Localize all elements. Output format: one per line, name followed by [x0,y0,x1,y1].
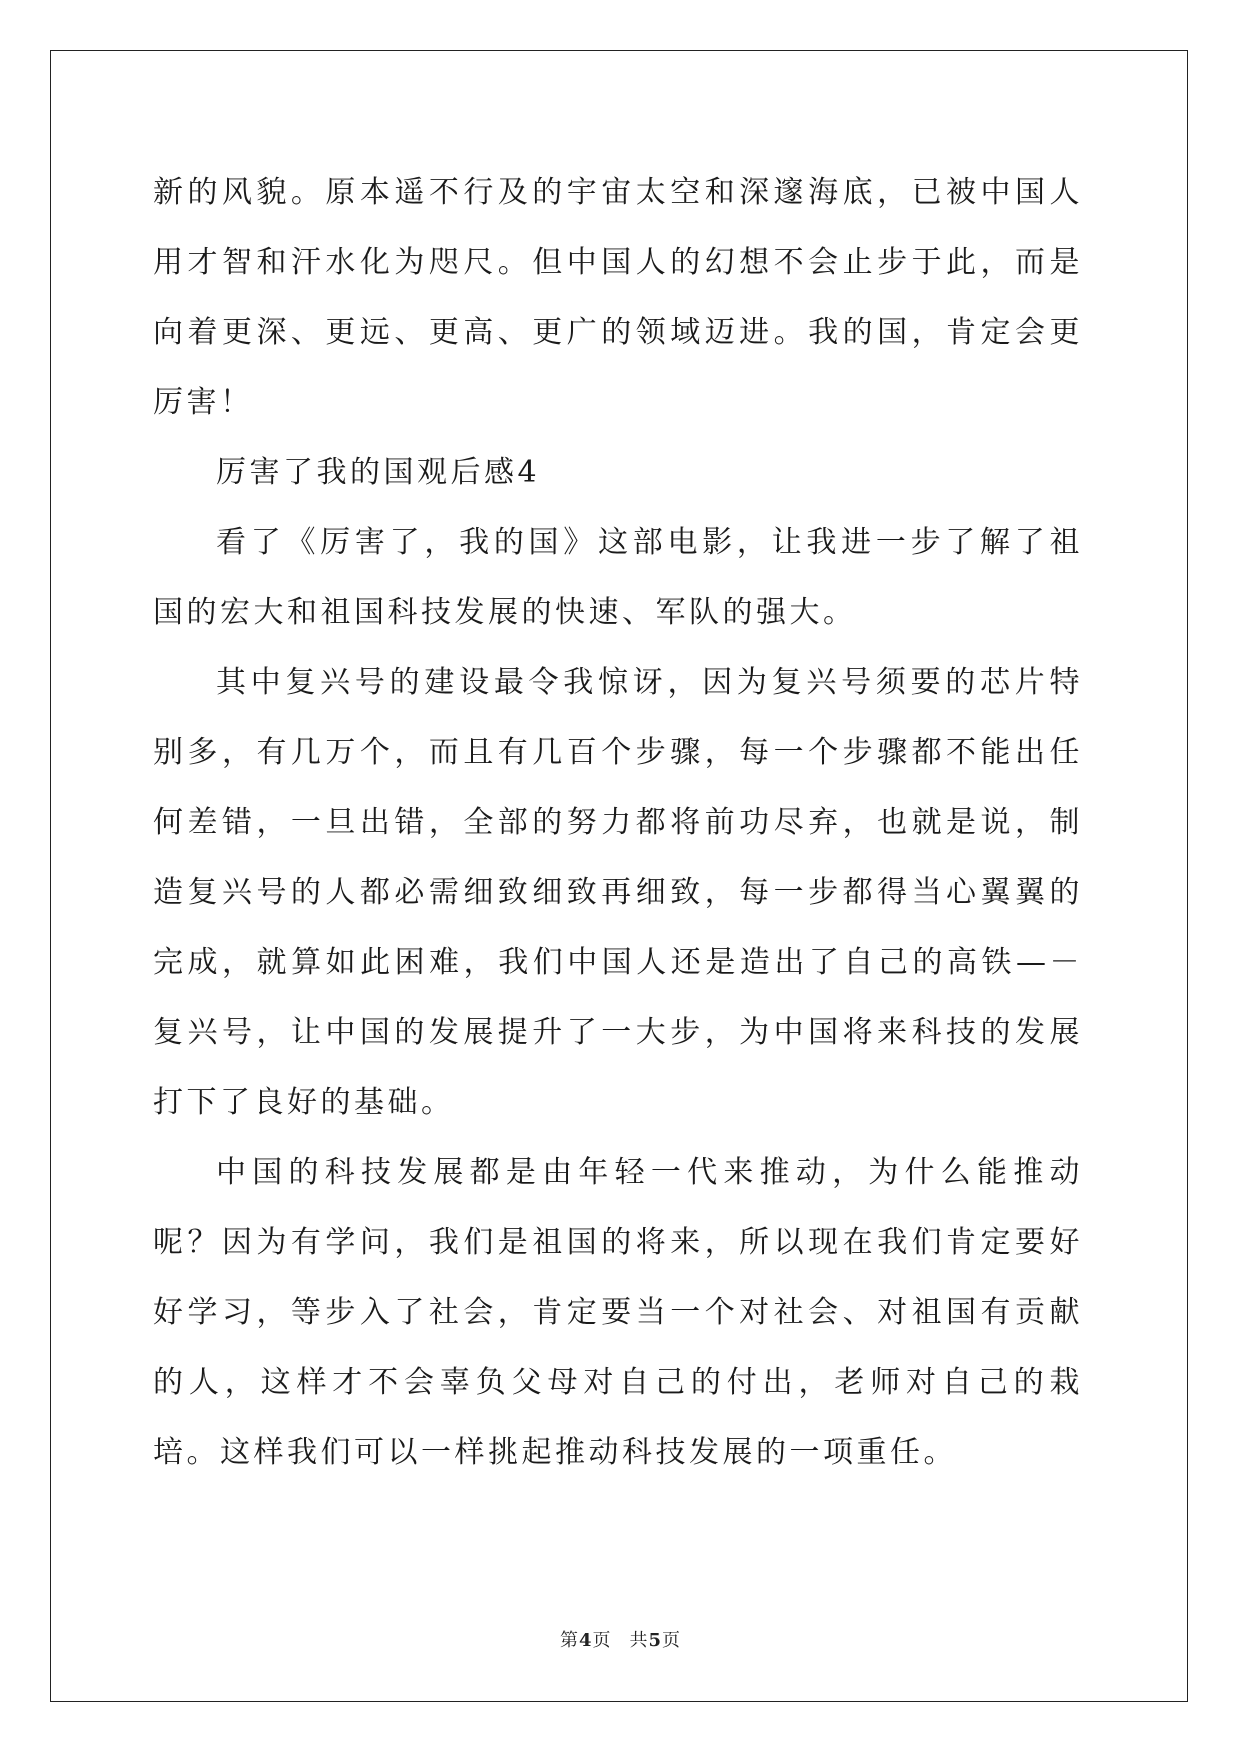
document-body [153,158,1083,1488]
page-prefix: 第 [559,1630,579,1651]
paragraph-4: 中国的科技发展都是由年轻一代来推动，为什么能推动呢？因为有学问，我们是祖国的将来，所以现在我们肯定要好好学习，等步入了社会，肯定要当一个对社会、对祖国有贡献的人，这样才不会辜负父母对自己的付出，老师对自己的栽培。这样我们可以一样挑起推动科技发展的一项重任。 [153,1155,1083,1470]
paragraph-1: 新的风貌。原本遥不行及的宇宙太空和深邃海底，已被中国人用才智和汗水化为咫尺。但中国人的幻想不会止步于此，而是向着更深、更远、更高、更广的领域迈进。我的国，肯定会更厉害！ [153,175,1083,420]
page-footer [0,1626,1241,1652]
page-suffix: 页 [592,1630,612,1651]
total-prefix: 共 [629,1630,649,1651]
page-current: 4 [578,1630,593,1651]
total-suffix: 页 [662,1630,682,1651]
page-total: 5 [648,1630,663,1651]
section-heading: 厉害了我的国观后感4 [216,455,541,490]
paragraph-2: 看了《厉害了，我的国》这部电影，让我进一步了解了祖国的宏大和祖国科技发展的快速、军队的强大。 [153,525,1083,630]
paragraph-3: 其中复兴号的建设最令我惊讶，因为复兴号须要的芯片特别多，有几万个，而且有几百个步骤，每一个步骤都不能出任何差错，一旦出错，全部的努力都将前功尽弃，也就是说，制造复兴号的人都必需细致细致再细致，每一步都得当心翼翼的完成，就算如此困难，我们中国人还是造出了自己的高铁—－复兴号，让中国的发展提升了一大步，为中国将来科技的发展打下了良好的基础。 [153,665,1083,1120]
